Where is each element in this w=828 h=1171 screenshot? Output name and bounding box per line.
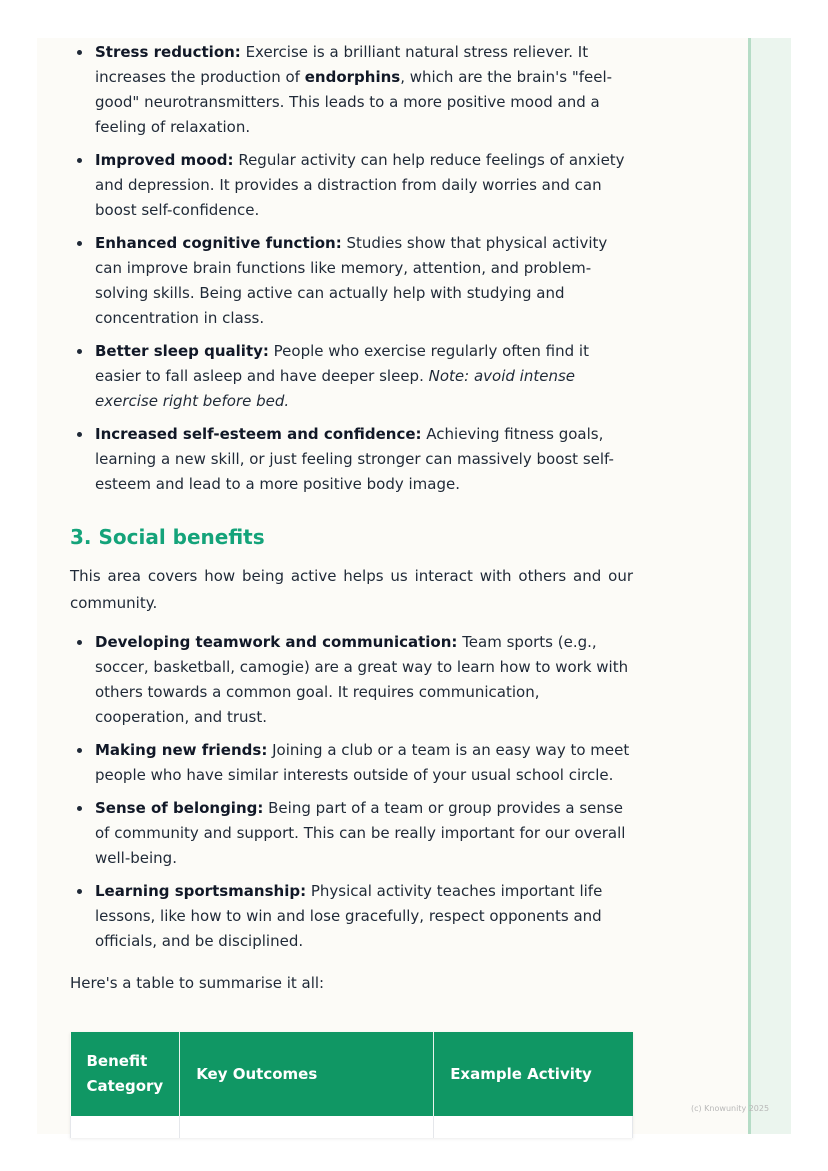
list-item <box>70 422 633 497</box>
summary-table <box>70 1032 633 1138</box>
item-title: Enhanced cognitive function: <box>95 234 342 252</box>
item-text: Achieving fitness goals, learning a new skill, or just feeling stronger can massively boost self-esteem and lead to a more positive body image. <box>95 425 614 493</box>
table-header-row <box>71 1032 633 1116</box>
list-item <box>70 630 633 730</box>
column-header-benefit-category: Benefit Category <box>71 1032 180 1116</box>
item-text: People who exercise regularly often find it easier to fall asleep and have deeper sleep. <box>95 342 589 385</box>
mental-benefits-list <box>70 40 633 497</box>
item-text: Team sports (e.g., soccer, basketball, camogie) are a great way to learn how to work with others towards a common goal. It requires communication, cooperation, and trust. <box>95 633 629 726</box>
table-cell <box>180 1116 434 1138</box>
list-item <box>70 40 633 140</box>
section-heading-social: 3. Social benefits <box>70 525 265 549</box>
table-cell <box>434 1116 633 1138</box>
side-panel <box>748 38 791 1134</box>
document-content <box>70 38 633 996</box>
column-header-example-activity: Example Activity <box>434 1032 633 1116</box>
list-item <box>70 231 633 331</box>
item-text: Joining a club or a team is an easy way to meet people who have similar interests outside of your usual school circle. <box>95 741 630 784</box>
item-text: Regular activity can help reduce feelings of anxiety and depression. It provides a distraction from daily worries and can boost self-confidence. <box>95 151 625 219</box>
column-header-key-outcomes: Key Outcomes <box>180 1032 434 1116</box>
item-text: Being part of a team or group provides a sense of community and support. This can be really important for our overall well-being. <box>95 799 626 867</box>
item-emphasis: endorphins <box>304 68 401 86</box>
item-title: Better sleep quality: <box>95 342 269 360</box>
item-title: Increased self-esteem and confidence: <box>95 425 422 443</box>
item-title: Developing teamwork and communication: <box>95 633 458 651</box>
item-text: , which are the brain's "feel-good" neurotransmitters. This leads to a more positive mood and a feeling of relaxation. <box>95 68 613 136</box>
item-text: Physical activity teaches important life lessons, like how to win and lose gracefully, respect opponents and officials, and be disciplined. <box>95 882 603 950</box>
item-note: Note: avoid intense exercise right before bed. <box>95 367 575 410</box>
item-title: Stress reduction: <box>95 43 241 61</box>
list-item <box>70 339 633 414</box>
table-cell <box>71 1116 180 1138</box>
section-intro: This area covers how being active helps us interact with others and our community. <box>70 567 633 612</box>
item-title: Making new friends: <box>95 741 268 759</box>
list-item <box>70 879 633 954</box>
item-text: Exercise is a brilliant natural stress reliever. It increases the production of <box>95 43 589 86</box>
table-intro: Here's a table to summarise it all: <box>70 974 325 992</box>
social-benefits-list <box>70 630 633 954</box>
list-item <box>70 148 633 223</box>
copyright-watermark: (c) Knowunity 2025 <box>691 1104 770 1113</box>
item-text: Studies show that physical activity can improve brain functions like memory, attention, and problem-solving skills. Being active can actually help with studying and concentration in class. <box>95 234 608 327</box>
item-title: Improved mood: <box>95 151 234 169</box>
item-title: Sense of belonging: <box>95 799 264 817</box>
table-row <box>71 1116 633 1138</box>
list-item <box>70 738 633 788</box>
item-title: Learning sportsmanship: <box>95 882 307 900</box>
list-item <box>70 796 633 871</box>
